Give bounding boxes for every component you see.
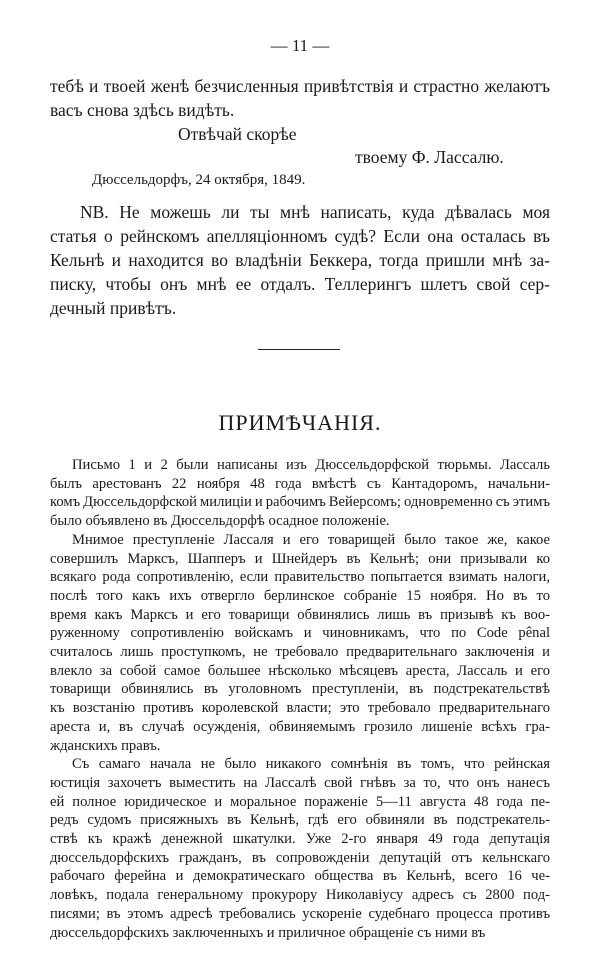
text-line: товарищи обвинялись въ уголовномъ преступленіи, въ подстрекательствѣ: [50, 681, 550, 698]
text-line: ей полное юридическое и моральное пораженіе 5—11 августа 48 года пе-: [50, 793, 550, 810]
text-line: тебѣ и твоей женѣ безчисленныя привѣтствія и страстно желаютъ: [50, 76, 550, 96]
page-number: — 11 —: [270, 36, 330, 55]
text-line: совершилъ Марксъ, Шапперъ и Шнейдеръ въ Кельнѣ; они призывали ко: [50, 550, 550, 567]
text-line: къ возстанію противъ королевской власти; это требовало предварительнаго: [50, 700, 550, 717]
text-line: было объявлено въ Дюссельдорфѣ осадное положеніе.: [50, 513, 390, 530]
text-line: Письмо 1 и 2 были написаны изъ Дюссельдорфской тюрьмы. Лассаль: [72, 457, 550, 473]
text-line: ствѣ къ кражѣ денежной шкатулки. Уже 2-го января 49 года депутація: [50, 831, 550, 847]
text-line: послѣ того какъ ихъ отвергло берлинское собраніе 15 ноября. Но въ то: [50, 587, 550, 604]
text-line: дечный привѣтъ.: [50, 298, 177, 318]
letter-closing: Отвѣчай скорѣе: [178, 124, 297, 144]
text-line: время какъ Марксъ и его товарищи обвинялись лишь въ призывѣ къ воо-: [50, 606, 550, 623]
text-line: комъ Дюссельдорфской милиціи и рабочимъ Вейерсомъ; одновременно съ этимъ: [50, 494, 550, 511]
letter-signature: твоему Ф. Лассалю.: [355, 147, 504, 167]
text-line: Съ самаго начала не было никакого сомнѣнія въ томъ, что рейнская: [72, 756, 550, 773]
text-line: писку, чтобы онъ мнѣ ее отдалъ. Теллерингъ шлетъ свой сер-: [50, 274, 550, 294]
letter-place-date: Дюссельдорфъ, 24 октября, 1849.: [92, 172, 306, 188]
text-line: влекло за собой самое большее нѣсколько мѣсяцевъ ареста, Лассаль и его: [50, 662, 550, 679]
notes-heading: ПРИМѢЧАНІЯ.: [218, 410, 382, 435]
text-line: Кельнѣ и находится во владѣніи Беккера, тогда пришли мнѣ за-: [50, 250, 550, 270]
text-line: ареста и, въ случаѣ осужденія, обвиняемымъ грозило лишеніе всѣхъ гра-: [50, 718, 550, 735]
text-line: редъ судомъ присяжныхъ въ Кельнѣ, гдѣ его обвиняли въ подстрекатель-: [50, 812, 550, 829]
text-line: жданскихъ правъ.: [50, 737, 161, 754]
text-line: былъ арестованъ 22 ноября 48 года вмѣстѣ съ Кантадоромъ, начальни-: [50, 475, 550, 492]
text-line: NB. Не можешь ли ты мнѣ написать, куда дѣвалась моя: [80, 202, 550, 222]
text-line: считалось лишь проступкомъ, не требовало предварительнаго заключенія и: [50, 644, 550, 660]
text-line: писями; въ этомъ адресѣ требовались ускореніе судебнаго процесса противъ: [50, 905, 550, 922]
text-line: статья о рейнскомъ апелляціонномъ судѣ? Если она осталась въ: [50, 226, 550, 246]
text-line: ловѣкъ, подала генеральному прокурору Николавіусу адресъ съ 2800 под-: [50, 887, 550, 904]
text-line: всякаго рода сопротивленію, если правительство попытается взимать налоги,: [50, 569, 550, 586]
text-line: дюссельдорфскихъ гражданъ, въ сопровожденіи депутацій отъ кельнскаго: [50, 849, 550, 866]
text-line: юстиція захочетъ выместить на Лассалѣ свой гнѣвъ за то, что онъ нанесъ: [50, 774, 550, 791]
section-divider: [258, 349, 340, 350]
text-line: васъ снова здѣсь видѣть.: [50, 100, 235, 120]
text-line: руженному сопротивленію войскамъ и чиновникамъ, что по Code pênal: [50, 625, 550, 642]
text-line: Мнимое преступленіе Лассаля и его товарищей было такое же, какое: [72, 531, 550, 548]
text-line: дюссельдорфскихъ заключенныхъ и приличное обращеніе съ ними въ: [50, 924, 486, 941]
text-line: рабочаго ферейна и демократическаго общества въ Кельнѣ, всего 16 че-: [50, 868, 550, 885]
